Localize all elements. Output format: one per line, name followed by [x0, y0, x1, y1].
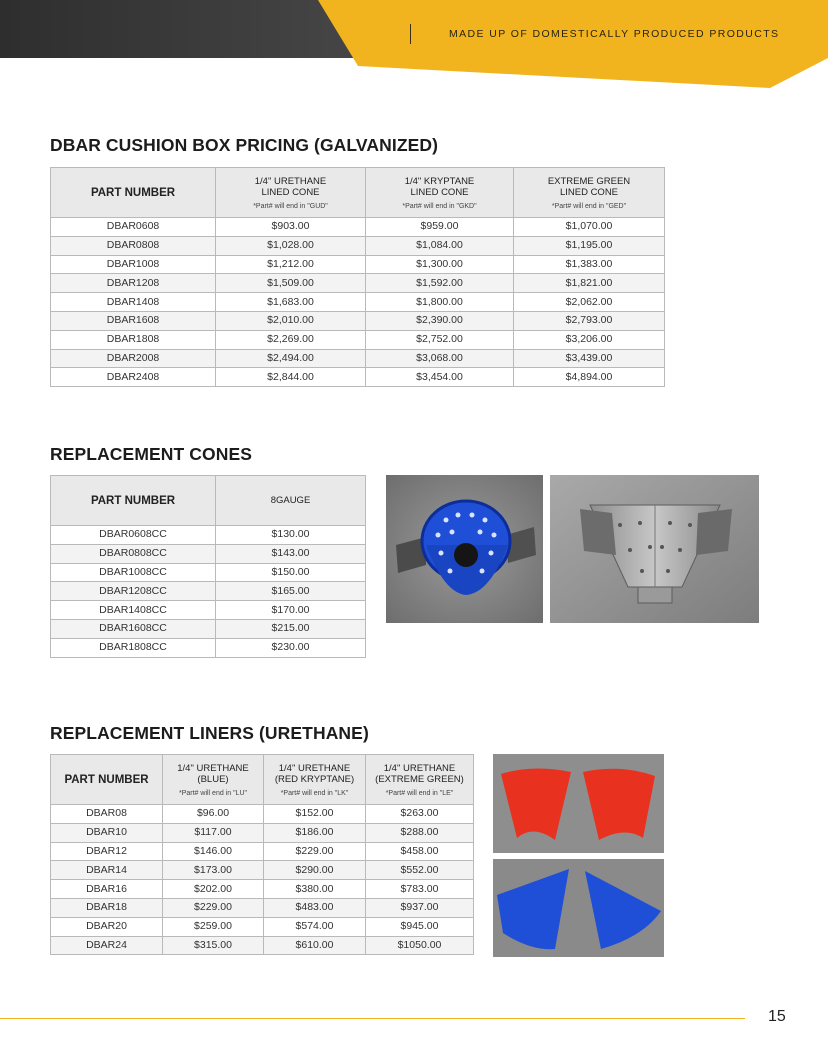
- column-header: [216, 168, 366, 218]
- column-header-label: 1/4" URETHANE: [254, 175, 327, 187]
- liner-photo-blue: [493, 859, 664, 957]
- price-cell: $483.00: [264, 898, 366, 917]
- table-row: [51, 236, 665, 255]
- section-title-cushion-box: DBAR CUSHION BOX PRICING (GALVANIZED): [50, 135, 439, 155]
- price-cell: $1,509.00: [216, 274, 366, 293]
- column-header-note: *Part# will end in "GED": [551, 202, 627, 210]
- part-number-cell: DBAR1408: [51, 293, 216, 312]
- part-number-cell: DBAR14: [51, 861, 163, 880]
- price-cell: $1,084.00: [366, 236, 514, 255]
- section-title-replacement-liners: REPLACEMENT LINERS (URETHANE): [50, 723, 369, 743]
- price-cell: $3,454.00: [366, 368, 514, 387]
- price-cell: $1,800.00: [366, 293, 514, 312]
- price-cell: $380.00: [264, 880, 366, 899]
- part-number-cell: DBAR1008: [51, 255, 216, 274]
- column-header: [514, 168, 665, 218]
- part-number-cell: DBAR20: [51, 917, 163, 936]
- column-header: [366, 168, 514, 218]
- part-number-cell: DBAR1808CC: [51, 638, 216, 657]
- table-row: [51, 823, 474, 842]
- price-cell: $96.00: [163, 805, 264, 824]
- price-cell: $130.00: [216, 526, 366, 545]
- price-cell: $1,070.00: [514, 218, 665, 237]
- column-header-note: *Part# will end in "GKD": [402, 202, 477, 210]
- table-row: [51, 582, 366, 601]
- price-cell: $1,300.00: [366, 255, 514, 274]
- header-divider: [410, 24, 411, 44]
- price-cell: $4,894.00: [514, 368, 665, 387]
- price-cell: $1,028.00: [216, 236, 366, 255]
- table-row: [51, 861, 474, 880]
- column-header-label: 8GAUGE: [270, 495, 311, 506]
- part-number-cell: DBAR1608: [51, 311, 216, 330]
- table-row: [51, 917, 474, 936]
- price-cell: $458.00: [366, 842, 474, 861]
- price-cell: $959.00: [366, 218, 514, 237]
- price-cell: $202.00: [163, 880, 264, 899]
- price-cell: $290.00: [264, 861, 366, 880]
- column-header-label: (EXTREME GREEN): [375, 773, 464, 785]
- table-row: [51, 255, 665, 274]
- price-cell: $215.00: [216, 619, 366, 638]
- part-number-cell: DBAR0608CC: [51, 526, 216, 545]
- part-number-cell: DBAR0808CC: [51, 544, 216, 563]
- column-header-label: LINED CONE: [410, 186, 469, 198]
- column-header: [264, 755, 366, 805]
- price-cell: $259.00: [163, 917, 264, 936]
- column-header-note: *Part# will end in "LU": [178, 789, 247, 797]
- price-cell: $1,195.00: [514, 236, 665, 255]
- table-header-row: [51, 168, 665, 218]
- column-header-label: 1/4" URETHANE: [177, 762, 249, 774]
- price-cell: $2,793.00: [514, 311, 665, 330]
- price-cell: $173.00: [163, 861, 264, 880]
- part-number-cell: DBAR12: [51, 842, 163, 861]
- table-row: [51, 368, 665, 387]
- part-number-cell: DBAR2008: [51, 349, 216, 368]
- price-cell: $2,844.00: [216, 368, 366, 387]
- column-header-label: (RED KRYPTANE): [274, 773, 355, 785]
- table-row: [51, 842, 474, 861]
- price-cell: $230.00: [216, 638, 366, 657]
- price-cell: $2,390.00: [366, 311, 514, 330]
- price-cell: $186.00: [264, 823, 366, 842]
- table-row: [51, 293, 665, 312]
- part-number-cell: DBAR18: [51, 898, 163, 917]
- part-number-cell: DBAR08: [51, 805, 163, 824]
- price-cell: $2,494.00: [216, 349, 366, 368]
- price-cell: $2,752.00: [366, 330, 514, 349]
- header-tagline: MADE UP OF DOMESTICALLY PRODUCED PRODUCTS: [449, 28, 780, 40]
- price-cell: $945.00: [366, 917, 474, 936]
- table-row: [51, 619, 366, 638]
- column-header-label: EXTREME GREEN: [547, 175, 631, 187]
- column-header-label: LINED CONE: [261, 186, 320, 198]
- part-number-cell: DBAR1608CC: [51, 619, 216, 638]
- part-number-cell: DBAR2408: [51, 368, 216, 387]
- price-cell: $263.00: [366, 805, 474, 824]
- table-row: [51, 880, 474, 899]
- cone-photo-steel: [550, 475, 759, 623]
- column-header-note: *Part# will end in "GUD": [253, 202, 328, 210]
- cone-photo-blue-liner: [386, 475, 543, 623]
- table-row: [51, 311, 665, 330]
- table-row: [51, 218, 665, 237]
- price-cell: $783.00: [366, 880, 474, 899]
- table-header-row: [51, 755, 474, 805]
- price-cell: $2,062.00: [514, 293, 665, 312]
- table-row: [51, 563, 366, 582]
- price-cell: $150.00: [216, 563, 366, 582]
- price-cell: $1,592.00: [366, 274, 514, 293]
- part-number-cell: DBAR1008CC: [51, 563, 216, 582]
- table-row: [51, 805, 474, 824]
- price-cell: $288.00: [366, 823, 474, 842]
- cushion-box-pricing-table: [50, 167, 665, 387]
- part-number-cell: DBAR1208CC: [51, 582, 216, 601]
- price-cell: $2,269.00: [216, 330, 366, 349]
- liner-photo-red: [493, 754, 664, 853]
- part-number-cell: DBAR0608: [51, 218, 216, 237]
- price-cell: $2,010.00: [216, 311, 366, 330]
- replacement-liners-table: [50, 754, 474, 955]
- price-cell: $146.00: [163, 842, 264, 861]
- table-row: [51, 349, 665, 368]
- price-cell: $1,821.00: [514, 274, 665, 293]
- price-cell: $117.00: [163, 823, 264, 842]
- section-title-replacement-cones: REPLACEMENT CONES: [50, 444, 252, 464]
- price-cell: $1,383.00: [514, 255, 665, 274]
- column-header-part-number: PART NUMBER: [51, 755, 163, 805]
- table-row: [51, 898, 474, 917]
- price-cell: $229.00: [163, 898, 264, 917]
- price-cell: $937.00: [366, 898, 474, 917]
- price-cell: $170.00: [216, 601, 366, 620]
- price-cell: $3,439.00: [514, 349, 665, 368]
- table-header-row: [51, 476, 366, 526]
- table-row: [51, 330, 665, 349]
- page-number: 15: [768, 1008, 786, 1025]
- replacement-cones-table: [50, 475, 366, 658]
- column-header-part-number: PART NUMBER: [51, 168, 216, 218]
- table-row: [51, 601, 366, 620]
- table-row: [51, 526, 366, 545]
- price-cell: $229.00: [264, 842, 366, 861]
- price-cell: $574.00: [264, 917, 366, 936]
- part-number-cell: DBAR1808: [51, 330, 216, 349]
- table-row: [51, 936, 474, 955]
- part-number-cell: DBAR1408CC: [51, 601, 216, 620]
- price-cell: $1050.00: [366, 936, 474, 955]
- price-cell: $903.00: [216, 218, 366, 237]
- column-header-label: LINED CONE: [559, 186, 619, 198]
- column-header-label: 1/4" URETHANE: [278, 762, 351, 774]
- price-cell: $3,068.00: [366, 349, 514, 368]
- price-cell: $143.00: [216, 544, 366, 563]
- part-number-cell: DBAR10: [51, 823, 163, 842]
- part-number-cell: DBAR1208: [51, 274, 216, 293]
- column-header-note: *Part# will end in "LK": [280, 789, 349, 797]
- price-cell: $165.00: [216, 582, 366, 601]
- price-cell: $3,206.00: [514, 330, 665, 349]
- price-cell: $610.00: [264, 936, 366, 955]
- price-cell: $552.00: [366, 861, 474, 880]
- table-row: [51, 274, 665, 293]
- part-number-cell: DBAR16: [51, 880, 163, 899]
- column-header: [366, 755, 474, 805]
- price-cell: $152.00: [264, 805, 366, 824]
- column-header: [216, 476, 366, 526]
- part-number-cell: DBAR0808: [51, 236, 216, 255]
- price-cell: $1,212.00: [216, 255, 366, 274]
- column-header: [163, 755, 264, 805]
- column-header-part-number: PART NUMBER: [51, 476, 216, 526]
- part-number-cell: DBAR24: [51, 936, 163, 955]
- table-row: [51, 544, 366, 563]
- price-cell: $1,683.00: [216, 293, 366, 312]
- footer-line: [0, 1018, 745, 1019]
- column-header-note: *Part# will end in "LE": [385, 789, 454, 797]
- table-row: [51, 638, 366, 657]
- column-header-label: 1/4" URETHANE: [383, 762, 456, 774]
- price-cell: $315.00: [163, 936, 264, 955]
- column-header-label: 1/4" KRYPTANE: [404, 175, 475, 187]
- column-header-label: (BLUE): [197, 773, 229, 785]
